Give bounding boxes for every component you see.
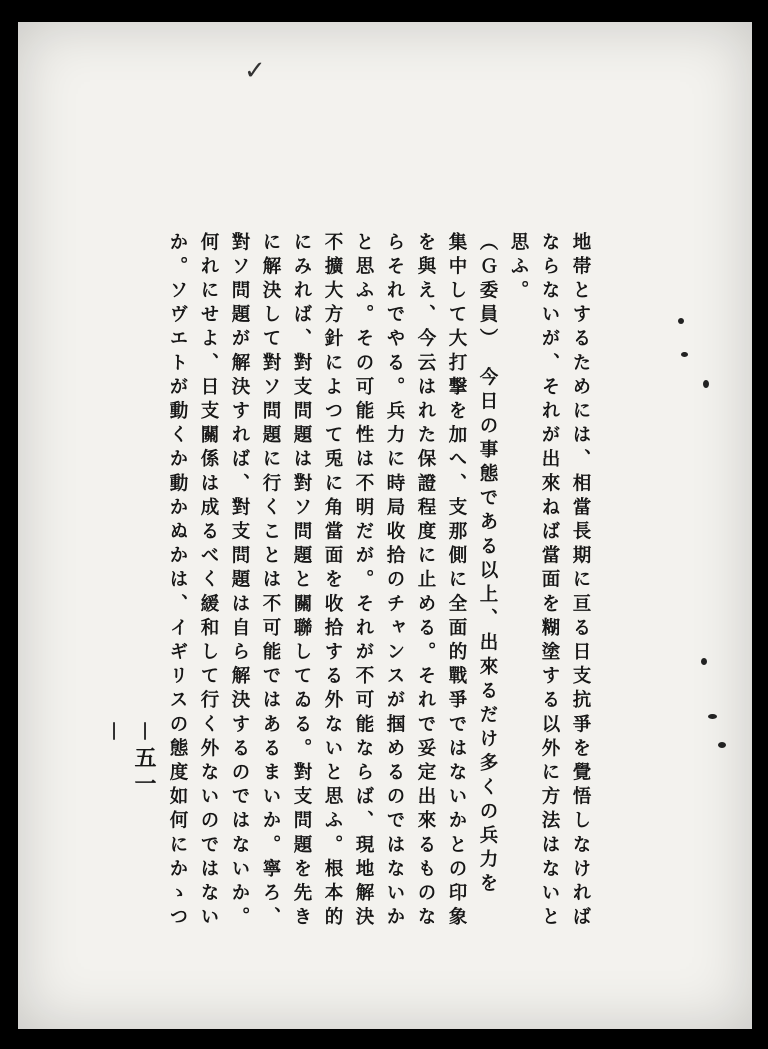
text-column: ならないが、それが出來ねば當面を糊塗する以外に方法はないと [539, 232, 560, 931]
text-column: 地帯とするためには、相當長期に亘る日支抗爭を覺悟しなければ [570, 232, 591, 931]
text-column: 集中して大打撃を加へ、支那側に全面的戰爭ではないかとの印象 [446, 232, 467, 931]
text-column: に解決して對ソ問題に行くことは不可能ではあるまいか。寧ろ、 [260, 232, 281, 931]
body-text [162, 232, 596, 931]
text-column: 思ふ。 [508, 232, 529, 305]
page-number: －五一－ [100, 720, 157, 799]
ink-speck [718, 742, 726, 748]
ink-speck [681, 352, 688, 357]
ink-speck [678, 318, 684, 324]
text-column: らそれでやる。兵力に時局收拾のチャンスが掴めるのではないか [384, 232, 405, 931]
text-column: を與え、今云はれた保證程度に止める。それで妥定出來るものな [415, 232, 436, 931]
check-mark: ✓ [244, 56, 266, 86]
ink-speck [703, 380, 709, 388]
ink-speck [708, 714, 717, 719]
text-column: 不擴大方針によつて兎に角當面を收拾する外ないと思ふ。根本的 [322, 232, 343, 931]
text-column: 何れにせよ、日支關係は成るべく緩和して行く外ないのではない [198, 232, 219, 931]
text-column: にみれば、對支問題は對ソ問題と關聯してゐる。對支問題を先き [291, 232, 312, 931]
text-column: （Ｇ委員） 今日の事態である以上、出來るだけ多くの兵力を [477, 232, 498, 898]
text-column: 對ソ問題が解決すれば、對支問題は自ら解決するのではないか。 [229, 232, 250, 931]
text-column: か。ソヴエトが動くか動かぬかは、イギリスの態度如何にかゝつ [167, 232, 188, 931]
document-page [18, 22, 752, 1029]
text-column: と思ふ。その可能性は不明だが。それが不可能ならば、現地解決 [353, 232, 374, 931]
ink-speck [701, 658, 707, 665]
